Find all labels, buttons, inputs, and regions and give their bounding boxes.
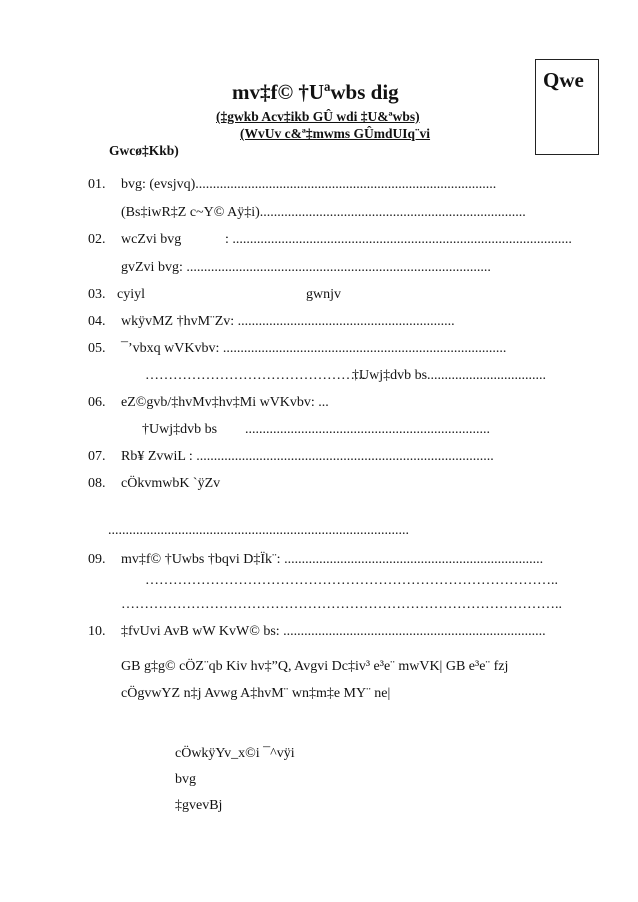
field-04-number: 04. [88,314,106,329]
field-08-number: 08. [88,476,106,491]
photo-label: Qwe [543,68,584,92]
declaration-line-1: GB g‡g© cÖZ¨qb Kiv hv‡”Q, Avgvi Dc‡iv³ e³e¨ mwVK| GB e³e¨ fzj [121,659,509,674]
signature-name-label: bvg [175,772,196,787]
training-purpose-line-3[interactable]: ………………………………………………………………………………….. [121,597,562,612]
gender-male-option[interactable]: cyiyl [117,287,145,302]
signature-mobile-label: ‡gvevBj [175,798,223,813]
field-02-number: 02. [88,232,106,247]
admin-skill-field[interactable]: ...................................................................................... [108,523,409,538]
form-subtitle-3: Gwcø‡Kkb) [109,143,179,158]
field-01-number: 01. [88,177,106,192]
mother-name-field[interactable]: gvZvi bvg: ....................................................................................... [121,260,491,275]
training-purpose-line-2[interactable]: …………………………………………………………………………….. [145,573,558,588]
field-09-number: 09. [88,552,106,567]
education-field[interactable]: wkÿvMZ †hvM¨Zv: .............................................................. [121,314,455,329]
declaration-line-2: cÖgvwYZ n‡j Avwg A‡hvM¨ wn‡m‡e MY¨ ne| [121,686,391,701]
form-subtitle-1: (‡gwkb Acv‡ikb GÛ wdi ‡U&ªwbs) [216,109,420,124]
photo-box [535,59,599,155]
name-english-field[interactable]: (Bs‡iwR‡Z c~Y© Aÿ‡i)............................................................................ [121,205,526,220]
name-bangla-field[interactable]: bvg: (evsjvq)...................................................................................... [121,177,497,192]
local-address-field[interactable]: ¯’vbxq wVKvbv: ................................................................................. [121,341,507,356]
field-05-number: 05. [88,341,106,356]
father-name-field[interactable]: : ................................................................................................. [225,232,572,247]
local-address-continuation[interactable]: ………………………………………... [145,368,366,383]
field-03-number: 03. [88,287,106,302]
local-phone-field[interactable]: †Uwj‡dvb bs.................................. [352,368,547,383]
current-address-field[interactable]: eZ©gvb/‡hvMv‡hv‡Mi wVKvbv: ... [121,395,329,410]
form-subtitle-2: (WvUv c&ª‡mwms GÛmdUIq¨vi [240,126,431,141]
voter-id-field[interactable]: ‡fvUvi AvB wW KvW© bs: ........................................................................... [121,624,546,639]
field-10-number: 10. [88,624,106,639]
field-07-number: 07. [88,449,106,464]
father-name-label: wcZvi bvg [121,232,182,247]
gender-female-option[interactable]: gwnjv [306,287,341,302]
form-title: mv‡f© †Uªwbs dig [232,80,399,104]
current-phone-field[interactable]: ...................................................................... [245,422,490,437]
admin-skill-label: cÖkvmwbK `ÿZv [121,476,221,491]
signature-label: cÖwkÿYv_x©i ¯^vÿi [175,746,295,761]
training-purpose-field[interactable]: mv‡f© †Uwbs †bqvi D‡Ïk¨: .......................................................................... [121,552,544,567]
field-06-number: 06. [88,395,106,410]
current-phone-label: †Uwj‡dvb bs [142,422,218,437]
birth-date-field[interactable]: Rb¥ ZvwiL : ..................................................................................... [121,449,494,464]
